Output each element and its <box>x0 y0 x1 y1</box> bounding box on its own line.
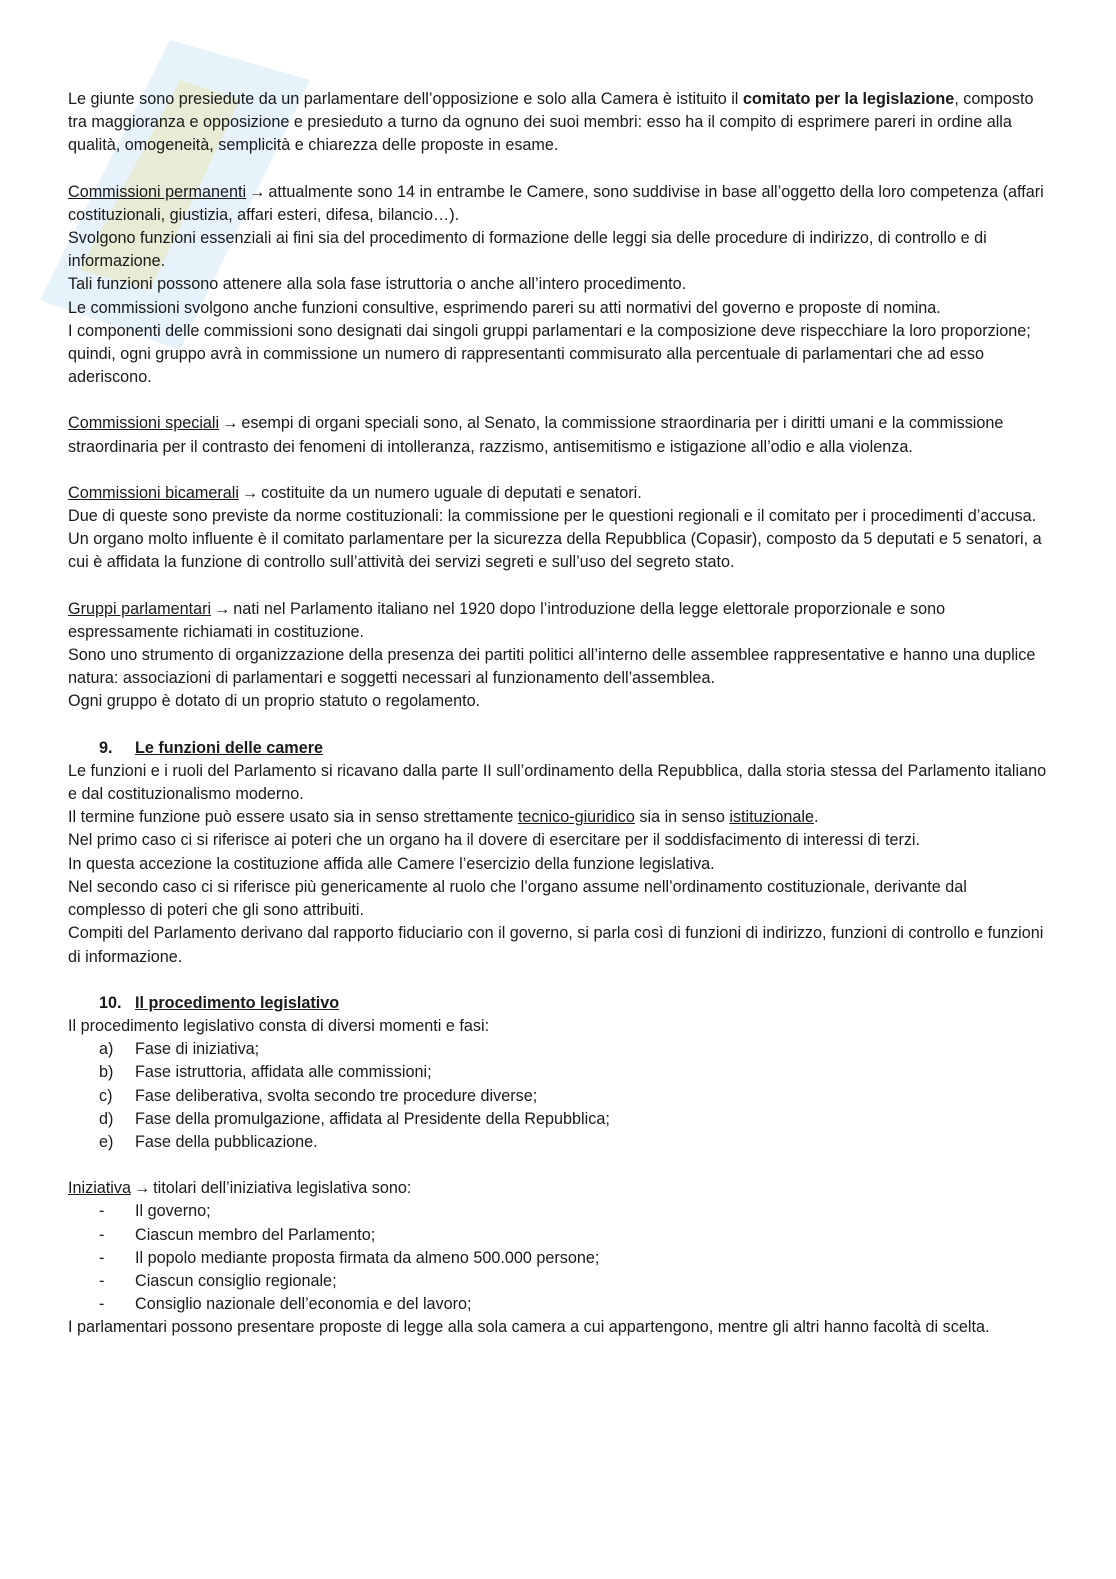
commissioni-permanenti-term: Commissioni permanenti <box>68 182 247 201</box>
commissioni-speciali-paragraph: Commissioni speciali → esempi di organi speciali sono, al Senato, la commissione straordinaria per i diritti umani e la commissione straordinaria per il contrasto dei fenomeni di intolleranza, razzismo, antisemitismo e istigazione all’odio e alla violenza. <box>68 414 1004 456</box>
list-item: - Il popolo mediante proposta firmata da almeno 500.000 persone; <box>99 1248 600 1267</box>
commissioni-speciali-term: Commissioni speciali <box>68 414 220 433</box>
list-item: - Ciascun membro del Parlamento; <box>99 1225 376 1244</box>
tecnico-giuridico-term: tecnico-giuridico <box>517 808 635 827</box>
section-10-heading <box>68 992 1048 1015</box>
arrow-icon: → <box>222 414 239 433</box>
funzione-sensi-paragraph: Il termine funzione può essere usato sia in senso strettamente tecnico-giuridico sia in senso istituzionale. <box>68 808 819 827</box>
text-line: Compiti del Parlamento derivano dal rapporto fiduciario con il governo, si parla così di funzioni di indirizzo, funzioni di controllo e funzioni di informazione. <box>68 924 1044 966</box>
gruppi-parlamentari-paragraph: Gruppi parlamentari → nati nel Parlamento italiano nel 1920 dopo l’introduzione della legge elettorale proporzionale e sono espressamente richiamati in costituzione. <box>68 599 946 641</box>
text-line: Le funzioni e i ruoli del Parlamento si ricavano dalla parte II sull’ordinamento della Repubblica, dalla storia stessa del Parlamento italiano e dal costituzionalismo moderno. <box>68 761 1047 804</box>
section-9-heading <box>68 737 1048 760</box>
section-number: 9. <box>99 738 113 757</box>
text-line: In questa accezione la costituzione affida alle Camere l’esercizio della funzione legislativa. <box>68 854 715 873</box>
text-line: I parlamentari possono presentare proposte di legge alla sola camera a cui appartengono, mentre gli altri hanno facoltà di scelta. <box>68 1318 990 1337</box>
phases-list <box>68 1038 1048 1154</box>
gruppi-parlamentari-term: Gruppi parlamentari <box>68 599 212 618</box>
commissioni-permanenti-paragraph: Commissioni permanenti → attualmente sono 14 in entrambe le Camere, sono suddivise in base all’oggetto della loro competenza (affari costituzionali, giustizia, affari esteri, difesa, bilancio…). <box>68 182 1044 224</box>
arrow-icon: → <box>214 599 231 618</box>
section-number: 10. <box>99 993 122 1012</box>
list-item: - Consiglio nazionale dell’economia e del lavoro; <box>99 1295 472 1314</box>
text-line: Un organo molto influente è il comitato parlamentare per la sicurezza della Repubblica (Copasir), composto da 5 deputati e 5 senatori, a cui è affidata la funzione di controllo sull’attività dei servizi segreti e sull’uso del segreto stato. <box>68 530 1042 572</box>
arrow-icon: → <box>249 182 266 201</box>
intro-paragraph: Le giunte sono presiedute da un parlamentare dell’opposizione e solo alla Camera è istituito il comitato per la legislazione, composto tra maggioranza e opposizione e presieduto a turno da ognuno dei suoi membri: esso ha il compito di esprimere pareri in ordine alla qualità, omogeneità, semplicità e chiarezza delle proposte in esame. <box>68 90 1034 155</box>
list-item: a) Fase di iniziativa; <box>99 1040 260 1059</box>
commissioni-bicamerali-paragraph: Commissioni bicamerali → costituite da un numero uguale di deputati e senatori. <box>68 483 642 502</box>
comitato-legislazione-term: comitato per la legislazione <box>742 90 955 108</box>
titolari-list <box>68 1200 1048 1316</box>
arrow-icon: → <box>241 483 259 502</box>
iniziativa-term: Iniziativa <box>68 1179 131 1198</box>
document-page <box>68 88 1048 1340</box>
text-line: Sono uno strumento di organizzazione della presenza dei partiti politici all’interno delle assemblee rappresentative e hanno una duplice natura: associazioni di parlamentari e soggetti necessari al funzionamento dell’assemblea. <box>68 646 1036 688</box>
list-item: c) Fase deliberativa, svolta secondo tre procedure diverse; <box>99 1086 538 1105</box>
text-line: Nel primo caso ci si riferisce ai poteri che un organo ha il dovere di esercitare per il soddisfacimento di interessi di terzi. <box>68 831 921 850</box>
text-line: Due di queste sono previste da norme costituzionali: la commissione per le questioni regionali e il comitato per i procedimenti d’accusa. <box>68 507 1037 526</box>
text-line: Tali funzioni possono attenere alla sola fase istruttoria o anche all’intero procedimento. <box>68 275 687 294</box>
list-item: e) Fase della pubblicazione. <box>99 1132 318 1151</box>
section-title: Le funzioni delle camere <box>135 738 324 757</box>
list-item: d) Fase della promulgazione, affidata al Presidente della Repubblica; <box>99 1109 610 1128</box>
text-line: Ogni gruppo è dotato di un proprio statuto o regolamento. <box>68 692 481 711</box>
arrow-icon: → <box>133 1179 151 1198</box>
list-item: b) Fase istruttoria, affidata alle commissioni; <box>99 1063 432 1082</box>
text-line: Nel secondo caso ci si riferisce più genericamente al ruolo che l’organo assume nell’ordinamento costituzionale, derivante dal complesso di poteri che gli sono attribuiti. <box>68 877 967 920</box>
text-line: Svolgono funzioni essenziali ai fini sia del procedimento di formazione delle leggi sia delle procedure di indirizzo, di controllo e di informazione. <box>68 229 987 271</box>
text-line: Il procedimento legislativo consta di diversi momenti e fasi: <box>68 1016 490 1035</box>
istituzionale-term: istituzionale <box>729 808 814 827</box>
section-title: Il procedimento legislativo <box>135 993 340 1012</box>
list-item: - Ciascun consiglio regionale; <box>99 1271 337 1290</box>
text-line: I componenti delle commissioni sono designati dai singoli gruppi parlamentari e la composizione deve rispecchiare la loro proporzione; quindi, ogni gruppo avrà in commissione un numero di rappresentanti commisurato alla percentuale di parlamentari che ad esso aderiscono. <box>68 321 1031 387</box>
list-item: - Il governo; <box>99 1202 211 1221</box>
commissioni-bicamerali-term: Commissioni bicamerali <box>68 483 239 502</box>
text-line: Le commissioni svolgono anche funzioni consultive, esprimendo pareri su atti normativi del governo e proposte di nomina. <box>68 298 941 317</box>
iniziativa-paragraph: Iniziativa → titolari dell’iniziativa legislativa sono: <box>68 1179 412 1198</box>
